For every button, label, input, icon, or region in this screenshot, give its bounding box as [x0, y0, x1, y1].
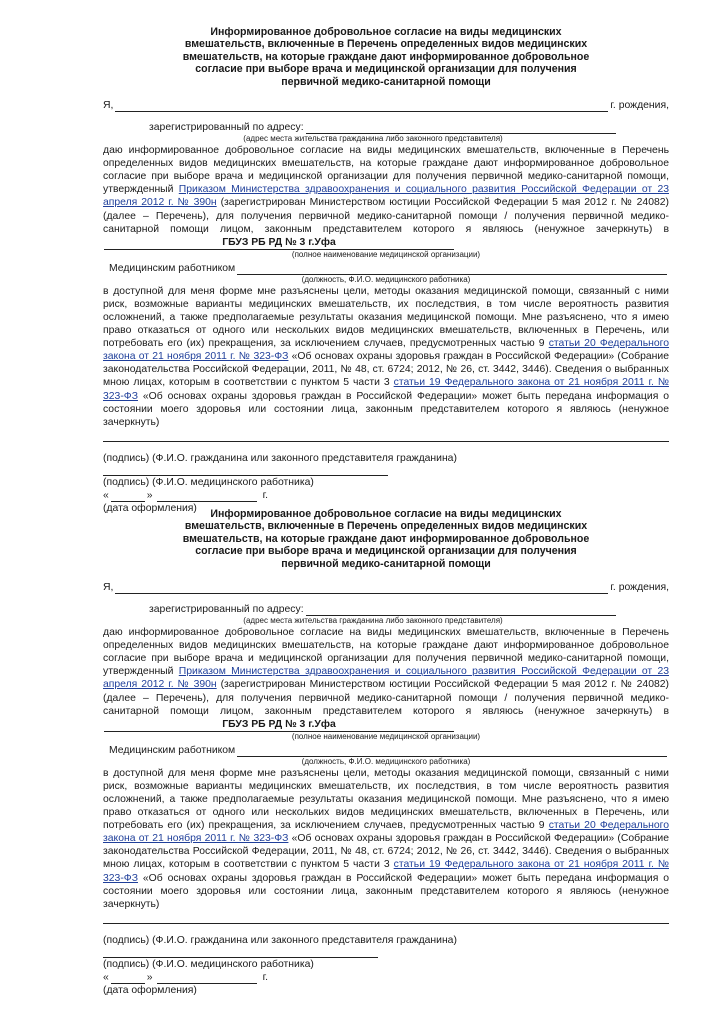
consent-form-1	[103, 26, 669, 515]
explain-text-a: в доступной для меня форме мне разъяснены цели, методы оказания медицинской помощи, связанный с ними риск, возможные варианты медицинских вмешательств, их последствия, в том числе вероятность развития осложнений, а также предполагаемые результаты оказания медицинской помощи. Мне разъяснено, что я имею право отказаться от одного или нескольких видов медицинских вмешательств, включенных в Перечень, или потребовать его (их) прекращения, за исключением случаев, предусмотренных частью 9	[103, 767, 669, 832]
month-year-field[interactable]	[157, 491, 257, 502]
consent-text-b: (зарегистрирован Министерством юстиции Российской Федерации 5 мая 2012 г. № 24082) (далее – Перечень), для получения первичной медико-санитарной помощи / получения первичной медико-санитарной помощи лицом, законным представителем которого я являюсь (ненужное зачеркнуть) в	[103, 197, 669, 235]
address-line	[103, 602, 669, 616]
address-caption: (адрес места жительства гражданина либо законного представителя)	[243, 134, 503, 144]
name-field[interactable]	[115, 583, 608, 594]
name-line	[103, 98, 669, 112]
explain-text-a: в доступной для меня форме мне разъяснены цели, методы оказания медицинской помощи, связанный с ними риск, возможные варианты медицинских вмешательств, их последствия, в том числе вероятность развития осложнений, а также предполагаемые результаты оказания медицинской помощи. Мне разъяснено, что я имею право отказаться от одного или нескольких видов медицинских вмешательств, включенных в Перечень, или потребовать его (их) прекращения, за исключением случаев, предусмотренных частью 9	[103, 285, 669, 350]
year-suffix: г.	[262, 490, 268, 501]
year-suffix: г.	[262, 972, 268, 983]
date-close-quote: »	[146, 972, 153, 983]
date-caption: (дата оформления)	[103, 985, 197, 997]
consent-text-a: даю информированное добровольное согласие на виды медицинских вмешательств, включенные в Перечень определенных видов медицинских вмешательств, на которые граждане дают информированное добровольное согласие при выборе врача и медицинской организации для получения первичной медико-санитарной помощи, утвержденный	[103, 145, 669, 196]
worker-field[interactable]	[237, 264, 667, 275]
registered-label: зарегистрированный по адресу:	[149, 603, 304, 615]
date-open-quote: «	[103, 490, 109, 501]
consent-paragraph	[103, 144, 669, 250]
consent-paragraph	[103, 626, 669, 732]
worker-line	[103, 744, 669, 757]
organization-name[interactable]: ГБУЗ РБ РД № 3 г.Уфа	[104, 719, 454, 732]
trusted-persons-line[interactable]	[103, 913, 669, 924]
consent-text-a: даю информированное добровольное согласие на виды медицинских вмешательств, включенные в Перечень определенных видов медицинских вмешательств, на которые граждане дают информированное добровольное согласие при выборе врача и медицинской организации для получения первичной медико-санитарной помощи, утвержденный	[103, 627, 669, 678]
worker-caption: (должность, Ф.И.О. медицинского работника)	[301, 756, 471, 766]
organization-name[interactable]: ГБУЗ РБ РД № 3 г.Уфа	[104, 237, 454, 250]
date-open-quote: «	[103, 972, 109, 983]
registered-label: зарегистрированный по адресу:	[149, 121, 304, 133]
organization-caption: (полное наименование медицинской организации)	[291, 249, 481, 259]
day-field[interactable]	[111, 491, 145, 502]
law-article-19-link[interactable]: статьи 19 Федерального закона от 21 ноября 2011 г. № 323-ФЗ	[103, 859, 669, 884]
day-field[interactable]	[111, 973, 145, 984]
law-article-20-link[interactable]: статьи 20 Федерального закона от 21 ноября 2011 г. № 323-ФЗ	[103, 338, 670, 363]
explanation-paragraph	[103, 285, 669, 429]
order-link[interactable]: Приказом Министерства здравоохранения и социального развития Российской Федерации от 23 апреля 2012 г. № 390н	[103, 184, 669, 209]
i-label: Я,	[103, 581, 114, 593]
i-label: Я,	[103, 99, 114, 111]
order-link[interactable]: Приказом Министерства здравоохранения и социального развития Российской Федерации от 23 апреля 2012 г. № 390н	[103, 666, 669, 691]
worker-line	[103, 262, 669, 275]
citizen-signature-caption: (подпись) (Ф.И.О. гражданина или законного представителя гражданина)	[103, 934, 457, 946]
consent-form-2	[103, 508, 669, 997]
explanation-paragraph	[103, 767, 669, 911]
address-field[interactable]	[306, 123, 616, 134]
citizen-signature-caption: (подпись) (Ф.И.О. гражданина или законного представителя гражданина)	[103, 452, 457, 464]
explain-text-b: «Об основах охраны здоровья граждан в Российской Федерации» (Собрание законодательства Российской Федерации, 2011, № 48, ст. 6724; 2012, № 26, ст. 3442, 3446). Сведения о выбранных мною лицах, которым в соответствии с пунктом 5 части 3	[103, 351, 669, 389]
explain-text-c: «Об основах охраны здоровья граждан в Российской Федерации» может быть передана информация о состоянии моего здоровья или состоянии лица, законным представителем которого я являюсь (ненужное зачеркнуть)	[103, 390, 669, 428]
name-field[interactable]	[115, 101, 608, 112]
worker-label: Медицинским работником	[109, 744, 236, 756]
form-title: Информированное добровольное согласие на виды медицинских вмешательств, включенные в Перечень определенных видов медицинских вмешательств, на которые граждане дают информированное добровольное согласие при выборе врача и медицинской организации для получения первичной медико-санитарной помощи	[182, 508, 590, 570]
worker-field[interactable]	[237, 746, 667, 757]
date-row	[103, 971, 669, 984]
form-title: Информированное добровольное согласие на виды медицинских вмешательств, включенные в Перечень определенных видов медицинских вмешательств, на которые граждане дают информированное добровольное согласие при выборе врача и медицинской организации для получения первичной медико-санитарной помощи	[182, 26, 590, 88]
birth-suffix: г. рождения,	[610, 581, 669, 593]
trusted-persons-line[interactable]	[103, 431, 669, 442]
worker-signature-line[interactable]	[103, 947, 378, 958]
worker-signature-caption: (подпись) (Ф.И.О. медицинского работника)	[103, 958, 314, 970]
worker-caption: (должность, Ф.И.О. медицинского работника)	[301, 274, 471, 284]
explain-text-c: «Об основах охраны здоровья граждан в Российской Федерации» может быть передана информация о состоянии моего здоровья или состоянии лица, законным представителем которого я являюсь (ненужное зачеркнуть)	[103, 872, 669, 910]
date-close-quote: »	[146, 490, 153, 501]
worker-label: Медицинским работником	[109, 262, 236, 274]
explain-text-b: «Об основах охраны здоровья граждан в Российской Федерации» (Собрание законодательства Российской Федерации, 2011, № 48, ст. 6724; 2012, № 26, ст. 3442, 3446). Сведения о выбранных мною лицах, которым в соответствии с пунктом 5 части 3	[103, 833, 669, 871]
date-caption: (дата оформления)	[103, 503, 197, 515]
address-field[interactable]	[306, 605, 616, 616]
consent-text-b: (зарегистрирован Министерством юстиции Российской Федерации 5 мая 2012 г. № 24082) (далее – Перечень), для получения первичной медико-санитарной помощи / получения первичной медико-санитарной помощи лицом, законным представителем которого я являюсь (ненужное зачеркнуть) в	[103, 679, 669, 717]
birth-suffix: г. рождения,	[610, 99, 669, 111]
month-year-field[interactable]	[157, 973, 257, 984]
worker-signature-caption: (подпись) (Ф.И.О. медицинского работника)	[103, 476, 314, 488]
address-line	[103, 120, 669, 134]
law-article-19-link[interactable]: статьи 19 Федерального закона от 21 ноября 2011 г. № 323-ФЗ	[103, 377, 669, 402]
date-row	[103, 489, 669, 502]
organization-caption: (полное наименование медицинской организации)	[291, 731, 481, 741]
law-article-20-link[interactable]: статьи 20 Федерального закона от 21 ноября 2011 г. № 323-ФЗ	[103, 820, 670, 845]
address-caption: (адрес места жительства гражданина либо законного представителя)	[243, 616, 503, 626]
worker-signature-line[interactable]	[103, 465, 388, 476]
name-line	[103, 580, 669, 594]
